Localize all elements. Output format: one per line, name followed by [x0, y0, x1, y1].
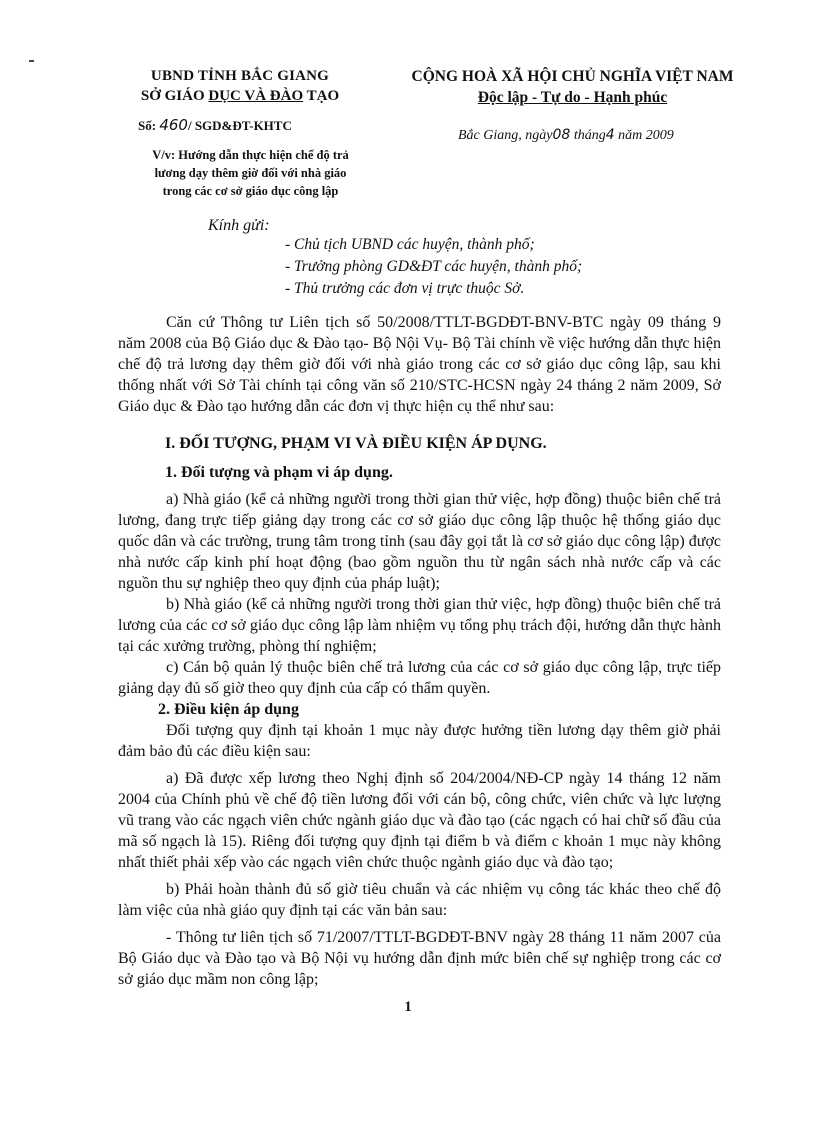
authority-line-2-pre: SỞ GIÁO: [140, 88, 209, 104]
recipient-item: - Thủ trưởng các đơn vị trực thuộc Sở.: [285, 280, 525, 297]
national-header: [400, 66, 745, 108]
section-1-heading: I. ĐỐI TƯỢNG, PHẠM VI VÀ ĐIỀU KIỆN ÁP DỤNG.: [165, 435, 547, 452]
number-suffix: / SGD&ĐT-KHTC: [187, 118, 292, 133]
subject-line-1: V/v: Hướng dẫn thực hiện chế độ trả: [152, 148, 349, 162]
subject-line-2: lương dạy thêm giờ đối với nhà giáo: [154, 166, 347, 180]
date-year: năm 2009: [618, 128, 674, 143]
number-handwritten: 460: [159, 116, 188, 134]
subsection-1-heading: 1. Đối tượng và phạm vi áp dụng.: [165, 464, 393, 481]
document-body: [118, 312, 721, 990]
place-and-date: [458, 127, 674, 144]
item-b-paragraph: b) Nhà giáo (kể cả những người trong thời gian thử việc, hợp đồng) thuộc biên chế trả lương của các cơ sở giáo dục công lập làm nhiệm vụ tổng phụ trách đội, hướng dẫn thực hành tại các xưởng trường, phòng thí nghiệm;: [118, 596, 721, 655]
scan-speck: [29, 60, 34, 62]
date-day: 08: [552, 127, 571, 143]
document-number: [138, 116, 292, 134]
subject-line-3: trong các cơ sở giáo dục công lập: [162, 184, 339, 198]
nation-title: CỘNG HOÀ XÃ HỘI CHỦ NGHĨA VIỆT NAM: [411, 68, 734, 85]
subsection-2-intro: Đối tượng quy định tại khoản 1 mục này được hưởng tiền lương dạy thêm giờ phải đảm bảo đủ các điều kiện sau:: [118, 722, 721, 760]
number-prefix: Số:: [138, 118, 157, 133]
recipient-item: - Chủ tịch UBND các huyện, thành phố;: [285, 236, 535, 253]
page-number: 1: [404, 999, 412, 1015]
condition-b-paragraph: b) Phải hoàn thành đủ số giờ tiêu chuẩn và các nhiệm vụ công tác khác theo chế độ làm việc của nhà giáo quy định tại các văn bản sau:: [118, 881, 721, 919]
intro-paragraph: Căn cứ Thông tư Liên tịch số 50/2008/TTLT-BGDĐT-BNV-BTC ngày 09 tháng 9 năm 2008 của Bộ Giáo dục & Đào tạo- Bộ Nội Vụ- Bộ Tài chính về việc hướng dẫn thực hiện chế độ trả lương dạy thêm giờ đối với nhà giáo trong các cơ sở giáo dục công lập, sau khi thống nhất với Sở Tài chính tại công văn số 210/STC-HCSN ngày 24 tháng 2 năm 2009, Sở Giáo dục & Đào tạo hướng dẫn các đơn vị thực hiện cụ thể như sau:: [118, 314, 721, 415]
authority-line-1: UBND TỈNH BẮC GIANG: [150, 68, 330, 84]
authority-line-2-post: TẠO: [303, 88, 340, 104]
condition-a-paragraph: a) Đã được xếp lương theo Nghị định số 204/2004/NĐ-CP ngày 14 tháng 12 năm 2004 của Chính phủ về chế độ tiền lương đối với cán bộ, công chức, viên chức và lực lượng vũ trang vào các ngạch viên chức ngành giáo dục và đào tạo (các ngạch có hai chữ số đầu của mã số ngạch là 15). Riêng đối tượng quy định tại điểm b và điểm c khoản 1 mục này không nhất thiết phải xếp vào các ngạch viên chức thuộc ngành giáo dục và đào tạo;: [118, 770, 721, 871]
authority-line-2-underlined: DỤC VÀ ĐÀO: [208, 88, 304, 104]
item-c-paragraph: c) Cán bộ quản lý thuộc biên chế trả lương của các cơ sở giáo dục công lập, trực tiếp giảng dạy đủ số giờ theo quy định của cấp có thẩm quyền.: [118, 659, 721, 697]
issuing-authority: [110, 66, 370, 106]
greeting: Kính gửi:: [208, 217, 270, 234]
recipient-item: - Trưởng phòng GD&ĐT các huyện, thành phố;: [285, 258, 583, 275]
date-place: Bắc Giang, ngày: [458, 128, 553, 143]
condition-b-item-1: - Thông tư liên tịch số 71/2007/TTLT-BGDĐT-BNV ngày 28 tháng 11 năm 2007 của Bộ Giáo dục và Đào tạo và Bộ Nội vụ hướng dẫn định mức biên chế sự nghiệp trong các cơ sở giáo dục mầm non công lập;: [118, 929, 721, 988]
recipient-list: [285, 234, 582, 300]
item-a-paragraph: a) Nhà giáo (kể cả những người trong thời gian thử việc, hợp đồng) thuộc biên chế trả lương, đang trực tiếp giảng dạy trong các cơ sở giáo dục công lập thuộc hệ thống giáo dục quốc dân và các trường, trung tâm trong tỉnh (sau đây gọi tắt là cơ sở giáo dục công lập) được nhà nước cấp kinh phí hoạt động (bao gồm nguồn thu từ ngân sách nhà nước cấp và các nguồn thu sự nghiệp theo quy định của pháp luật);: [118, 491, 721, 592]
authority-line-2: [110, 86, 370, 106]
date-month-word: tháng: [573, 128, 606, 143]
national-motto: Độc lập - Tự do - Hạnh phúc: [477, 89, 668, 106]
subsection-2-heading: 2. Điều kiện áp dụng: [158, 701, 299, 718]
document-subject: [123, 146, 378, 200]
date-month: 4: [605, 127, 615, 143]
